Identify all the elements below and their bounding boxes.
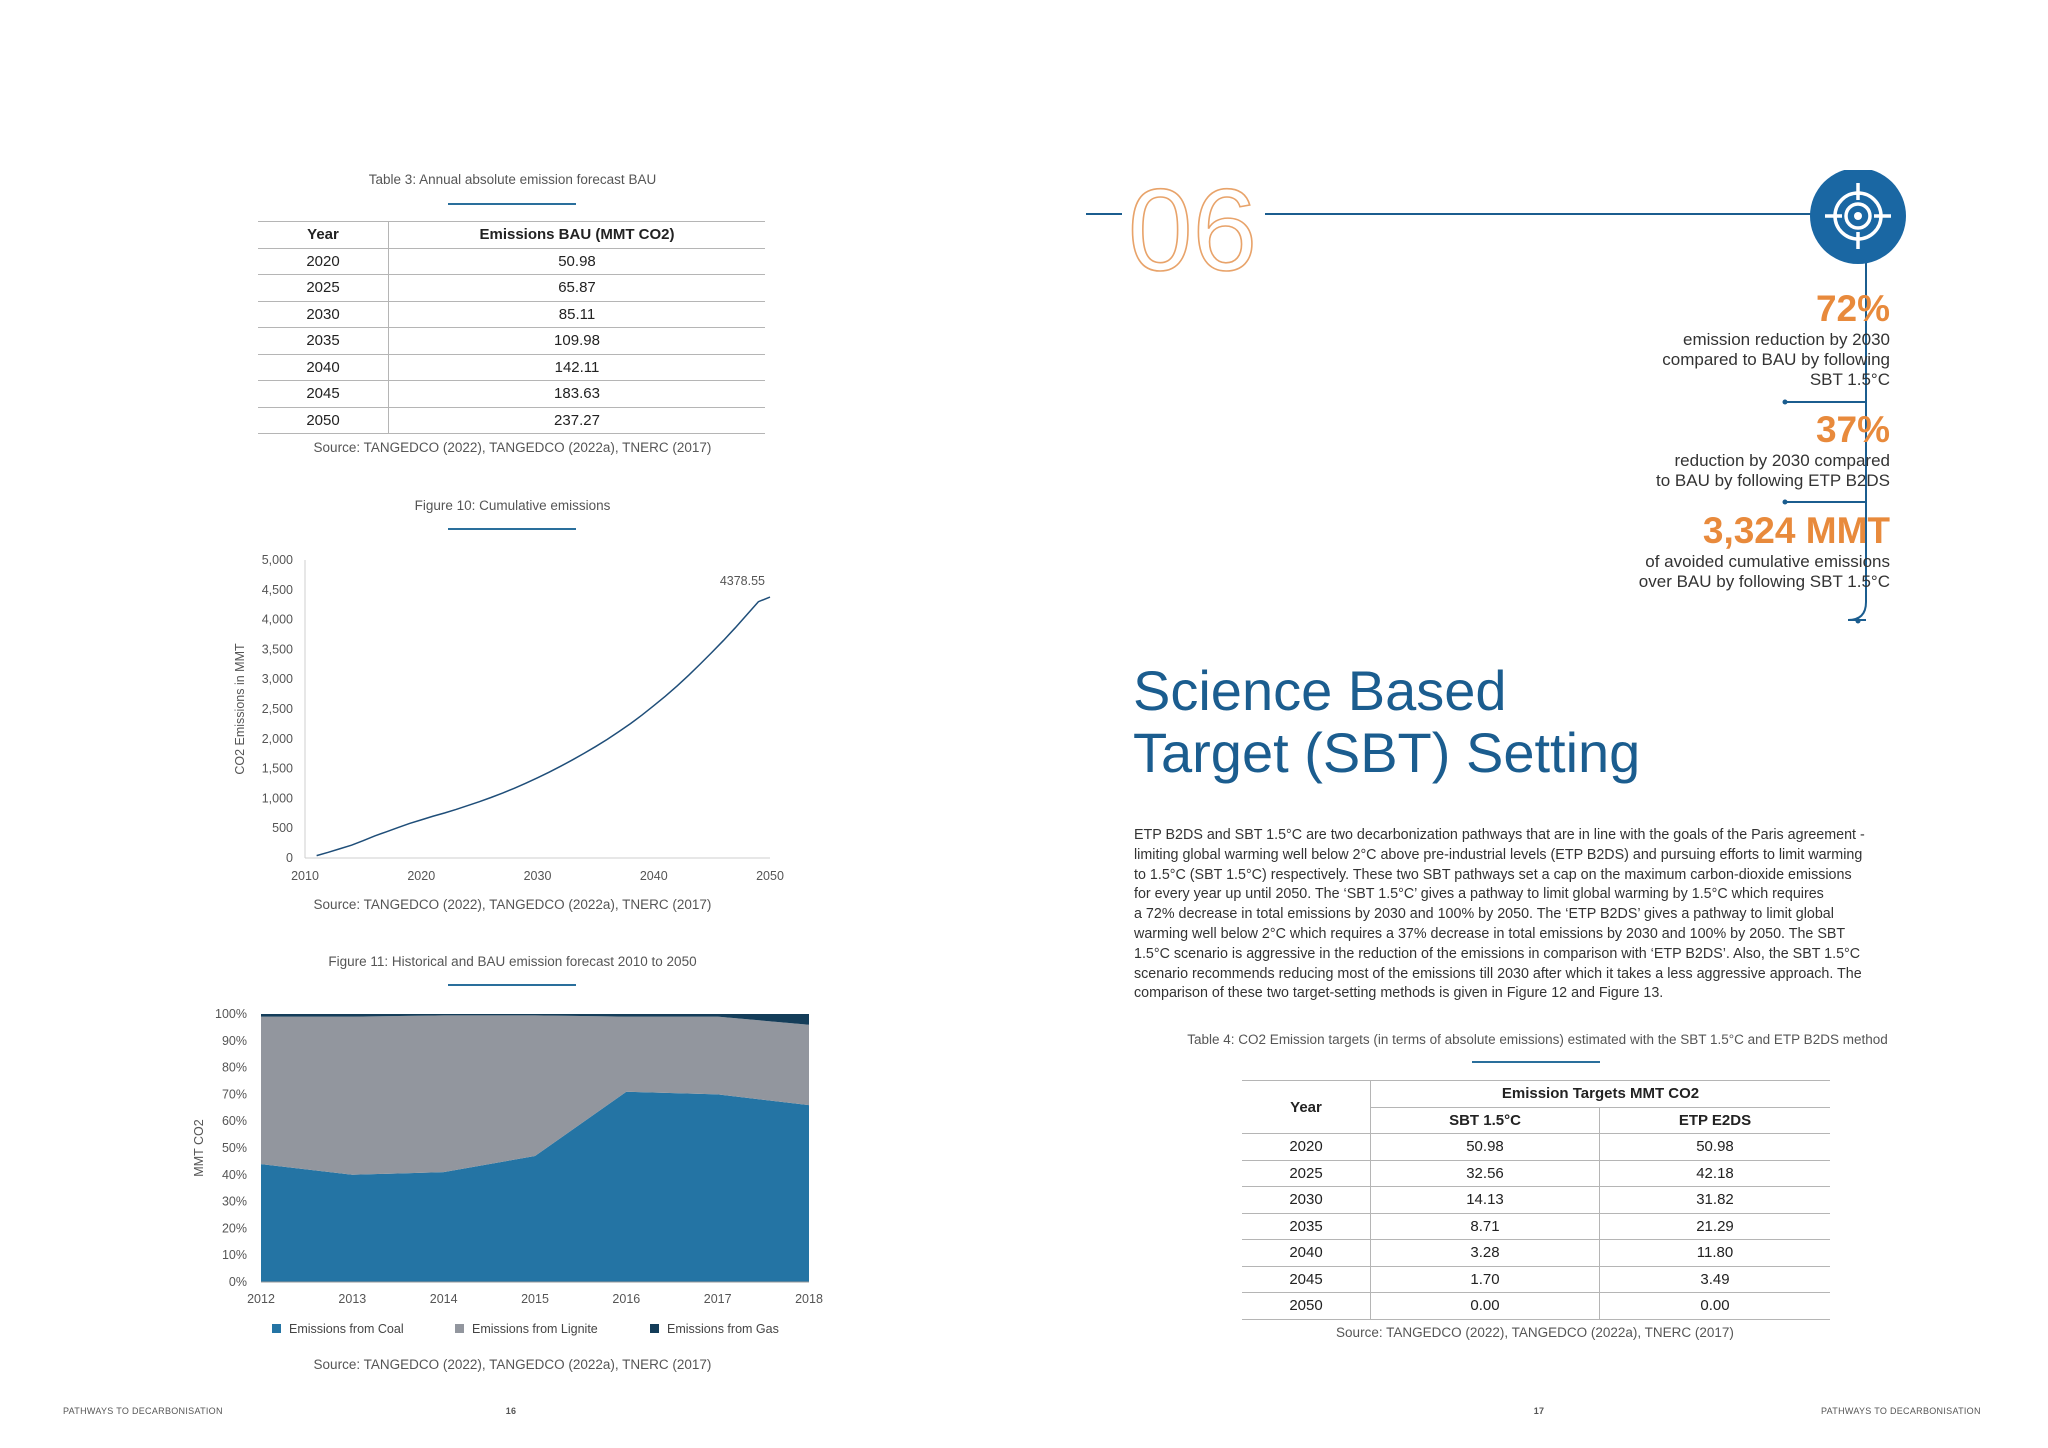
value-cell: 42.18 bbox=[1600, 1160, 1831, 1187]
table-row bbox=[258, 248, 765, 275]
stat-text: of avoided cumulative emissions bbox=[1645, 552, 1890, 571]
table-row bbox=[258, 275, 765, 302]
page-number-right: 17 bbox=[1533, 1406, 1545, 1416]
table4-caption: Table 4: CO2 Emission targets (in terms of absolute emissions) estimated with the SBT 1.5°C and ETP B2DS method bbox=[1187, 1032, 1888, 1047]
y-tick-label: 5,000 bbox=[261, 553, 293, 567]
x-tick-label: 2030 bbox=[523, 869, 552, 883]
value-cell: 65.87 bbox=[389, 275, 766, 302]
y-tick-label: 0% bbox=[228, 1275, 247, 1289]
table3-header-emissions: Emissions BAU (MMT CO2) bbox=[389, 222, 766, 249]
caption-underline bbox=[1472, 1061, 1600, 1063]
figure10-caption: Figure 10: Cumulative emissions bbox=[414, 498, 611, 513]
stat-dot bbox=[1783, 400, 1788, 405]
value-cell: 50.98 bbox=[1600, 1134, 1831, 1161]
y-tick-label: 3,500 bbox=[261, 642, 293, 657]
table-row bbox=[258, 301, 765, 328]
value-cell: 183.63 bbox=[389, 381, 766, 408]
body-line: a 72% decrease in total emissions by 2030 and 100% by 2050. The ‘ETP B2DS’ gives a pathway to limit global bbox=[1134, 906, 1834, 923]
stat-text: compared to BAU by following bbox=[1662, 350, 1890, 369]
stat-value: 72% bbox=[1815, 288, 1890, 329]
value-cell: 31.82 bbox=[1600, 1187, 1831, 1214]
x-tick-label: 2040 bbox=[639, 869, 668, 883]
section-heading bbox=[1133, 660, 1640, 784]
body-line: for every year up until 2050. The ‘SBT 1.5°C’ gives a pathway to limit global warming by 1.5°C which requires bbox=[1134, 886, 1824, 903]
y-tick-label: 4,500 bbox=[261, 582, 293, 597]
chapter-number: 06 bbox=[1128, 170, 1258, 295]
stat-text: SBT 1.5°C bbox=[1809, 370, 1890, 389]
table-row bbox=[1242, 1213, 1830, 1240]
stat-text: emission reduction by 2030 bbox=[1683, 330, 1890, 349]
table4-source: Source: TANGEDCO (2022), TANGEDCO (2022a), TNERC (2017) bbox=[1336, 1325, 1734, 1340]
y-tick-label: 1,500 bbox=[261, 761, 293, 776]
body-line: ETP B2DS and SBT 1.5°C are two decarbonization pathways that are in line with the goals of the Paris agreement - bbox=[1134, 827, 1865, 843]
y-tick-label: 2,000 bbox=[261, 731, 293, 746]
year-cell: 2025 bbox=[258, 275, 389, 302]
table4-header-year: Year bbox=[1242, 1081, 1371, 1134]
stat-dot bbox=[1783, 500, 1788, 505]
value-cell: 142.11 bbox=[389, 354, 766, 381]
y-tick-label: 0 bbox=[286, 851, 293, 865]
y-tick-label: 2,500 bbox=[261, 702, 293, 716]
body-paragraph bbox=[1134, 826, 1934, 1004]
legend-swatch bbox=[272, 1324, 281, 1333]
year-cell: 2050 bbox=[258, 407, 389, 434]
value-cell: 11.80 bbox=[1600, 1240, 1831, 1267]
stat-value: 37% bbox=[1815, 409, 1890, 450]
stat-dot bbox=[1856, 619, 1861, 624]
x-tick-label: 2014 bbox=[429, 1292, 458, 1306]
stat-block-37 bbox=[1580, 409, 1890, 491]
value-cell: 1.70 bbox=[1371, 1266, 1600, 1293]
legend-swatch bbox=[650, 1324, 659, 1333]
data-label-final: 4378.55 bbox=[719, 574, 765, 589]
table3-caption: Table 3: Annual absolute emission forecast BAU bbox=[368, 172, 657, 187]
year-cell: 2035 bbox=[1242, 1213, 1371, 1240]
table-row bbox=[258, 381, 765, 408]
table-row bbox=[1242, 1187, 1830, 1214]
y-tick-label: 20% bbox=[221, 1221, 247, 1236]
table-row bbox=[258, 407, 765, 434]
value-cell: 21.29 bbox=[1600, 1213, 1831, 1240]
stat-block-3324 bbox=[1580, 510, 1890, 592]
y-tick-label: 80% bbox=[221, 1060, 247, 1075]
table4-header-sbt: SBT 1.5°C bbox=[1371, 1107, 1600, 1134]
year-cell: 2045 bbox=[1242, 1266, 1371, 1293]
year-cell: 2040 bbox=[1242, 1240, 1371, 1267]
body-line: limiting global warming well below 2°C above pre-industrial levels (ETP B2DS) and pursuing efforts to limit warming bbox=[1134, 846, 1863, 863]
y-axis-title: CO2 Emissions in MMT bbox=[233, 643, 247, 775]
figure11-caption: Figure 11: Historical and BAU emission forecast 2010 to 2050 bbox=[328, 954, 697, 969]
table4-header-group: Emission Targets MMT CO2 bbox=[1371, 1081, 1831, 1108]
caption-underline bbox=[448, 528, 576, 530]
legend-label: Emissions from Coal bbox=[289, 1322, 404, 1336]
x-tick-label: 2013 bbox=[338, 1292, 367, 1306]
emission-share-area-chart bbox=[180, 1000, 840, 1345]
stat-value: 3,324 MMT bbox=[1702, 510, 1890, 551]
cumulative-emissions-line bbox=[317, 597, 770, 856]
body-line: scenario recommends reducing most of the emissions till 2030 after which it takes a less aggressive approach. The bbox=[1134, 965, 1862, 982]
stat-block-72 bbox=[1580, 288, 1890, 390]
value-cell: 50.98 bbox=[1371, 1134, 1600, 1161]
y-axis-title: MMT CO2 bbox=[192, 1119, 206, 1177]
stat-text: over BAU by following SBT 1.5°C bbox=[1638, 572, 1890, 591]
cumulative-emissions-chart bbox=[220, 548, 795, 890]
legend-swatch bbox=[455, 1324, 464, 1333]
year-cell: 2040 bbox=[258, 354, 389, 381]
y-tick-label: 500 bbox=[272, 821, 293, 836]
caption-underline bbox=[448, 984, 576, 986]
y-tick-label: 10% bbox=[221, 1248, 247, 1263]
legend-label: Emissions from Lignite bbox=[472, 1322, 598, 1336]
value-cell: 8.71 bbox=[1371, 1213, 1600, 1240]
heading-line: Target (SBT) Setting bbox=[1133, 721, 1641, 784]
y-tick-label: 40% bbox=[221, 1167, 247, 1182]
page-number-left: 16 bbox=[505, 1406, 517, 1416]
target-icon bbox=[1810, 170, 1906, 264]
year-cell: 2025 bbox=[1242, 1160, 1371, 1187]
stat-text: reduction by 2030 compared bbox=[1674, 451, 1890, 470]
table-row bbox=[1242, 1293, 1830, 1320]
value-cell: 0.00 bbox=[1600, 1293, 1831, 1320]
figure11-source: Source: TANGEDCO (2022), TANGEDCO (2022a), TNERC (2017) bbox=[313, 1357, 712, 1372]
table3-header-year: Year bbox=[258, 222, 389, 249]
x-tick-label: 2016 bbox=[612, 1292, 641, 1306]
table-row bbox=[1242, 1160, 1830, 1187]
table4-header-etp: ETP E2DS bbox=[1600, 1107, 1831, 1134]
body-line: comparison of these two target-setting methods is given in Figure 12 and Figure 13. bbox=[1134, 985, 1664, 1002]
year-cell: 2020 bbox=[258, 248, 389, 275]
table-row bbox=[1242, 1266, 1830, 1293]
x-tick-label: 2017 bbox=[703, 1292, 732, 1306]
year-cell: 2030 bbox=[258, 301, 389, 328]
body-line: to 1.5°C (SBT 1.5°C) respectively. These two SBT pathways set a cap on the maximum carbon-dioxide emissions bbox=[1134, 866, 1852, 883]
table4 bbox=[1242, 1080, 1830, 1320]
year-cell: 2050 bbox=[1242, 1293, 1371, 1320]
x-tick-label: 2020 bbox=[407, 869, 436, 883]
body-line: warming well below 2°C which requires a 37% decrease in total emissions by 2030 and 100% by 2050. The SBT bbox=[1134, 925, 1846, 942]
x-tick-label: 2010 bbox=[291, 869, 319, 883]
y-tick-label: 90% bbox=[221, 1033, 247, 1048]
body-line: 1.5°C scenario is aggressive in the reduction of the emissions in comparison with ‘ETP B2DS’. Also, the SBT 1.5°C bbox=[1134, 945, 1861, 962]
y-tick-label: 50% bbox=[221, 1141, 247, 1155]
y-tick-label: 60% bbox=[221, 1114, 247, 1129]
y-tick-label: 4,000 bbox=[261, 612, 293, 627]
heading-line: Science Based bbox=[1133, 659, 1507, 722]
caption-underline bbox=[448, 203, 576, 205]
x-tick-label: 2015 bbox=[521, 1292, 549, 1306]
value-cell: 14.13 bbox=[1371, 1187, 1600, 1214]
figure10-source: Source: TANGEDCO (2022), TANGEDCO (2022a), TNERC (2017) bbox=[313, 897, 712, 912]
x-tick-label: 2018 bbox=[795, 1292, 823, 1306]
year-cell: 2035 bbox=[258, 328, 389, 355]
value-cell: 50.98 bbox=[389, 248, 766, 275]
y-tick-label: 70% bbox=[221, 1087, 247, 1102]
table-row bbox=[1242, 1134, 1830, 1161]
x-tick-label: 2012 bbox=[247, 1292, 275, 1306]
y-tick-label: 100% bbox=[215, 1007, 247, 1021]
year-cell: 2020 bbox=[1242, 1134, 1371, 1161]
legend-label: Emissions from Gas bbox=[667, 1322, 779, 1336]
value-cell: 237.27 bbox=[389, 407, 766, 434]
table-row bbox=[1242, 1240, 1830, 1267]
table-row bbox=[258, 354, 765, 381]
table-row bbox=[258, 328, 765, 355]
y-tick-label: 1,000 bbox=[261, 791, 293, 806]
value-cell: 109.98 bbox=[389, 328, 766, 355]
value-cell: 3.49 bbox=[1600, 1266, 1831, 1293]
value-cell: 0.00 bbox=[1371, 1293, 1600, 1320]
value-cell: 85.11 bbox=[389, 301, 766, 328]
footer-title-right: PATHWAYS TO DECARBONISATION bbox=[1821, 1406, 1981, 1416]
year-cell: 2030 bbox=[1242, 1187, 1371, 1214]
table3-source: Source: TANGEDCO (2022), TANGEDCO (2022a), TNERC (2017) bbox=[313, 440, 712, 455]
table3 bbox=[258, 221, 765, 434]
year-cell: 2045 bbox=[258, 381, 389, 408]
y-tick-label: 3,000 bbox=[261, 672, 293, 687]
stat-text: to BAU by following ETP B2DS bbox=[1655, 471, 1890, 490]
footer-title-left: PATHWAYS TO DECARBONISATION bbox=[63, 1406, 223, 1416]
y-tick-label: 30% bbox=[221, 1194, 247, 1209]
x-tick-label: 2050 bbox=[756, 869, 784, 883]
value-cell: 3.28 bbox=[1371, 1240, 1600, 1267]
value-cell: 32.56 bbox=[1371, 1160, 1600, 1187]
